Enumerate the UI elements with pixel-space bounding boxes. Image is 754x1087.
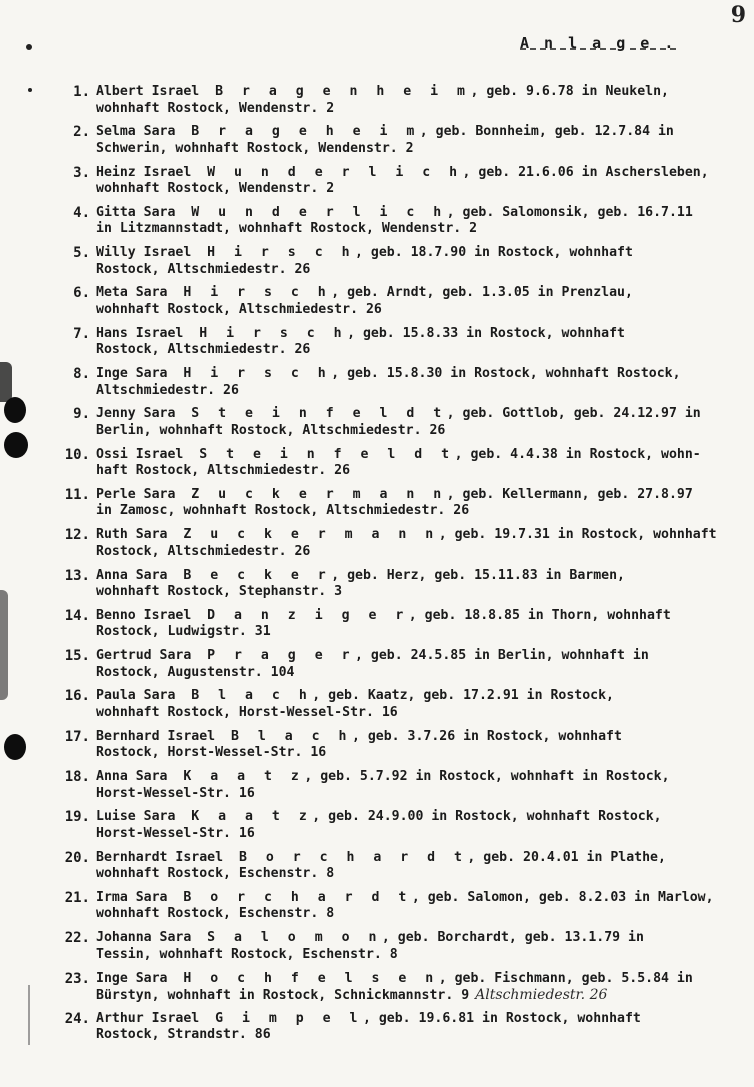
list-item xyxy=(52,406,742,446)
entry-line-1 xyxy=(96,930,742,947)
given-names: Anna Sara xyxy=(96,769,168,785)
surname: B r a g e n h e i m xyxy=(215,84,471,99)
surname: H i r s c h xyxy=(183,285,332,301)
entry-line-2 xyxy=(96,463,742,480)
entry-number: 11. xyxy=(64,486,90,503)
birth-details: , geb. 15.8.33 in Rostock, wohnhaft xyxy=(347,325,625,341)
entry-line-1 xyxy=(96,608,742,625)
given-names: Bernhard Israel xyxy=(96,728,216,744)
list-item xyxy=(52,608,742,648)
list-item xyxy=(52,568,742,608)
surname: H o c h f e l s e n xyxy=(183,970,439,986)
given-names: Perle Sara xyxy=(96,486,176,502)
ink-dot xyxy=(26,44,32,50)
entry-number: 16. xyxy=(64,688,90,705)
entry-line-2 xyxy=(96,826,742,843)
surname: H i r s c h xyxy=(199,325,348,341)
residence: Tessin, wohnhaft Rostock, Eschenstr. 8 xyxy=(96,946,398,962)
birth-details: , geb. 19.7.31 in Rostock, wohnhaft xyxy=(438,527,717,543)
entry-number: 2. xyxy=(73,124,90,141)
list-item xyxy=(52,971,742,1011)
residence: Schwerin, wohnhaft Rostock, Wendenstr. 2 xyxy=(96,140,414,156)
ink-dot xyxy=(28,88,32,92)
given-names: Hans Israel xyxy=(96,325,184,341)
given-names: Ruth Sara xyxy=(96,527,168,543)
given-names: Meta Sara xyxy=(96,285,168,301)
birth-details: , geb. Bonnheim, geb. 12.7.84 in xyxy=(419,124,674,140)
residence: Bürstyn, wohnhaft in Rostock, Schnickmannstr. 9 xyxy=(96,988,470,1004)
given-names: Gertrud Sara xyxy=(96,648,192,664)
given-names: Bernhardt Israel xyxy=(96,849,224,865)
entry-line-2 xyxy=(96,786,742,803)
residence: Berlin, wohnhaft Rostock, Altschmiedestr. 26 xyxy=(96,422,446,438)
birth-details: , geb. 18.8.85 in Thorn, wohnhaft xyxy=(408,607,671,623)
list-item xyxy=(52,245,742,285)
surname: K a a t z xyxy=(191,809,313,825)
entry-number: 21. xyxy=(64,889,90,906)
entry-line-1 xyxy=(96,729,742,746)
entry-line-1 xyxy=(96,245,742,262)
entry-line-1 xyxy=(96,971,742,988)
entry-line-1 xyxy=(96,1011,742,1028)
entry-line-2 xyxy=(96,544,742,561)
document-heading: A n l a g e . xyxy=(520,34,677,52)
surname: H i r s c h xyxy=(183,366,332,382)
birth-details: , geb. Salomon, geb. 8.2.03 in Marlow, xyxy=(411,889,714,905)
given-names: Gitta Sara xyxy=(96,204,176,220)
list-item xyxy=(52,648,742,688)
entry-number: 14. xyxy=(64,607,90,624)
entry-line-1 xyxy=(96,769,742,786)
given-names: Anna Sara xyxy=(96,567,168,583)
surname: K a a t z xyxy=(183,769,305,785)
list-item xyxy=(52,850,742,890)
surname: S t e i n f e l d t xyxy=(199,446,455,462)
list-item xyxy=(52,527,742,567)
surname: G i m p e l xyxy=(215,1010,363,1026)
surname: B o r c h a r d t xyxy=(238,849,468,865)
entry-number: 24. xyxy=(64,1010,90,1027)
edge-smudge xyxy=(0,362,12,402)
entry-number: 17. xyxy=(64,728,90,745)
given-names: Selma Sara xyxy=(96,124,176,140)
given-names: Ossi Israel xyxy=(96,446,184,462)
entry-line-2 xyxy=(96,423,742,440)
person-list xyxy=(52,84,742,1051)
list-item xyxy=(52,165,742,205)
entry-line-2 xyxy=(96,503,742,520)
entry-line-2 xyxy=(96,181,742,198)
birth-details: , geb. 3.7.26 in Rostock, wohnhaft xyxy=(351,728,622,744)
entry-number: 10. xyxy=(64,446,90,463)
surname: S t e i n f e l d t xyxy=(191,406,447,422)
birth-details: , geb. Arndt, geb. 1.3.05 in Prenzlau, xyxy=(331,285,633,301)
surname: B l a c h xyxy=(191,688,313,704)
list-item xyxy=(52,84,742,124)
residence: wohnhaft Rostock, Eschenstr. 8 xyxy=(96,866,335,882)
entry-number: 9. xyxy=(73,406,90,423)
birth-details: , geb. 4.4.38 in Rostock, wohn- xyxy=(454,446,701,462)
residence: Horst-Wessel-Str. 16 xyxy=(96,825,255,841)
birth-details: , geb. Kellermann, geb. 27.8.97 xyxy=(446,486,693,502)
entry-line-1 xyxy=(96,165,742,182)
entry-number: 22. xyxy=(64,930,90,947)
given-names: Luise Sara xyxy=(96,809,176,825)
given-names: Inge Sara xyxy=(96,366,168,382)
entry-line-2 xyxy=(96,947,742,964)
list-item xyxy=(52,487,742,527)
given-names: Johanna Sara xyxy=(96,930,192,946)
residence: haft Rostock, Altschmiedestr. 26 xyxy=(96,463,351,479)
entry-line-2 xyxy=(96,624,742,641)
birth-details: , geb. 20.4.01 in Plathe, xyxy=(467,849,666,865)
entry-line-1 xyxy=(96,648,742,665)
residence: in Litzmannstadt, wohnhaft Rostock, Wendenstr. 2 xyxy=(96,221,478,237)
list-item xyxy=(52,366,742,406)
entry-line-2 xyxy=(96,705,742,722)
entry-line-2 xyxy=(96,745,742,762)
entry-line-1 xyxy=(96,850,742,867)
birth-details: , geb. 5.7.92 in Rostock, wohnhaft in Rostock, xyxy=(304,769,670,785)
surname: B e c k e r xyxy=(183,567,332,583)
entry-line-2 xyxy=(96,906,742,923)
entry-line-2 xyxy=(96,302,742,319)
list-item xyxy=(52,890,742,930)
birth-details: , geb. 24.5.85 in Berlin, wohnhaft in xyxy=(355,648,649,664)
entry-number: 3. xyxy=(73,164,90,181)
residence: wohnhaft Rostock, Wendenstr. 2 xyxy=(96,100,335,116)
given-names: Heinz Israel xyxy=(96,164,192,180)
entry-line-1 xyxy=(96,84,742,101)
given-names: Inge Sara xyxy=(96,970,168,986)
residence: Altschmiedestr. 26 xyxy=(96,382,239,398)
entry-line-2 xyxy=(96,383,742,400)
birth-details: , geb. Salomonsik, geb. 16.7.11 xyxy=(446,204,693,220)
birth-details: , geb. Kaatz, geb. 17.2.91 in Rostock, xyxy=(312,688,614,704)
residence: Rostock, Altschmiedestr. 26 xyxy=(96,543,311,559)
entry-line-1 xyxy=(96,688,742,705)
residence: Rostock, Altschmiedestr. 26 xyxy=(96,342,311,358)
entry-line-1 xyxy=(96,809,742,826)
surname: S a l o m o n xyxy=(207,930,382,946)
entry-line-1 xyxy=(96,527,742,544)
birth-details: , geb. Herz, geb. 15.11.83 in Barmen, xyxy=(331,567,625,583)
entry-line-1 xyxy=(96,205,742,222)
birth-details: , geb. Fischmann, geb. 5.5.84 in xyxy=(438,970,693,986)
list-item xyxy=(52,809,742,849)
given-names: Jenny Sara xyxy=(96,406,176,422)
entry-number: 7. xyxy=(73,325,90,342)
entry-line-2 xyxy=(96,1027,742,1044)
list-item xyxy=(52,447,742,487)
entry-number: 4. xyxy=(73,204,90,221)
surname: W u n d e r l i c h xyxy=(191,204,447,220)
given-names: Benno Israel xyxy=(96,607,192,623)
surname: P r a g e r xyxy=(207,648,356,664)
punch-hole xyxy=(4,734,26,760)
entry-line-2 xyxy=(96,221,742,238)
list-item xyxy=(52,930,742,970)
entry-number: 6. xyxy=(73,285,90,302)
entry-line-1 xyxy=(96,285,742,302)
residence: wohnhaft Rostock, Eschenstr. 8 xyxy=(96,906,335,922)
residence: in Zamosc, wohnhaft Rostock, Altschmiedestr. 26 xyxy=(96,503,470,519)
list-item xyxy=(52,729,742,769)
given-names: Willy Israel xyxy=(96,245,192,261)
surname: Z u c k e r m a n n xyxy=(183,527,439,543)
list-item xyxy=(52,124,742,164)
residence: wohnhaft Rostock, Stephanstr. 3 xyxy=(96,584,343,600)
entry-line-1 xyxy=(96,124,742,141)
birth-details: , geb. 9.6.78 in Neukeln, xyxy=(470,84,669,99)
entry-line-2 xyxy=(96,342,742,359)
margin-mark xyxy=(28,985,30,1045)
entry-line-2 xyxy=(96,584,742,601)
handwritten-note: Altschmiedestr. 26 xyxy=(475,987,608,1004)
residence: wohnhaft Rostock, Altschmiedestr. 26 xyxy=(96,301,382,317)
residence: Rostock, Horst-Wessel-Str. 16 xyxy=(96,745,327,761)
list-item xyxy=(52,285,742,325)
edge-smudge xyxy=(0,590,8,700)
list-item xyxy=(52,326,742,366)
residence: wohnhaft Rostock, Horst-Wessel-Str. 16 xyxy=(96,704,398,720)
given-names: Irma Sara xyxy=(96,889,168,905)
entry-number: 23. xyxy=(64,970,90,987)
entry-line-2 xyxy=(96,866,742,883)
entry-line-1 xyxy=(96,406,742,423)
entry-line-2 xyxy=(96,262,742,279)
entry-number: 20. xyxy=(64,849,90,866)
entry-number: 15. xyxy=(64,648,90,665)
entry-number: 13. xyxy=(64,567,90,584)
given-names: Paula Sara xyxy=(96,688,176,704)
list-item xyxy=(52,769,742,809)
given-names: Arthur Israel xyxy=(96,1010,200,1026)
entry-line-1 xyxy=(96,568,742,585)
entry-line-2 xyxy=(96,987,742,1005)
given-names: Albert Israel xyxy=(96,84,200,99)
birth-details: , geb. 19.6.81 in Rostock, wohnhaft xyxy=(362,1010,641,1026)
entry-number: 5. xyxy=(73,245,90,262)
entry-number: 12. xyxy=(64,527,90,544)
entry-line-1 xyxy=(96,890,742,907)
birth-details: , geb. Borchardt, geb. 13.1.79 in xyxy=(381,930,644,946)
entry-line-2 xyxy=(96,141,742,158)
entry-line-2 xyxy=(96,101,742,118)
page-number: 9 xyxy=(730,2,746,28)
entry-line-1 xyxy=(96,326,742,343)
birth-details: , geb. 24.9.00 in Rostock, wohnhaft Rostock, xyxy=(312,809,662,825)
entry-number: 8. xyxy=(73,366,90,383)
entry-line-2 xyxy=(96,665,742,682)
residence: wohnhaft Rostock, Wendenstr. 2 xyxy=(96,181,335,197)
punch-hole xyxy=(4,397,26,423)
surname: B l a c h xyxy=(230,728,352,744)
residence: Rostock, Strandstr. 86 xyxy=(96,1027,271,1043)
list-item xyxy=(52,205,742,245)
surname: B r a g e h e i m xyxy=(191,124,420,140)
birth-details: , geb. 21.6.06 in Aschersleben, xyxy=(462,164,709,180)
entry-number: 18. xyxy=(64,769,90,786)
entry-line-1 xyxy=(96,366,742,383)
residence: Rostock, Ludwigstr. 31 xyxy=(96,624,271,640)
list-item xyxy=(52,1011,742,1051)
surname: D a n z i g e r xyxy=(207,607,409,623)
entry-line-1 xyxy=(96,447,742,464)
residence: Horst-Wessel-Str. 16 xyxy=(96,785,255,801)
birth-details: , geb. 15.8.30 in Rostock, wohnhaft Rostock, xyxy=(331,366,681,382)
list-item xyxy=(52,688,742,728)
entry-number: 1. xyxy=(73,84,90,100)
entry-line-1 xyxy=(96,487,742,504)
entry-number: 19. xyxy=(64,809,90,826)
surname: B o r c h a r d t xyxy=(183,889,412,905)
surname: H i r s c h xyxy=(207,245,356,261)
birth-details: , geb. 18.7.90 in Rostock, wohnhaft xyxy=(355,245,633,261)
surname: W u n d e r l i c h xyxy=(207,164,463,180)
residence: Rostock, Altschmiedestr. 26 xyxy=(96,261,311,277)
punch-hole xyxy=(4,432,28,458)
surname: Z u c k e r m a n n xyxy=(191,486,447,502)
birth-details: , geb. Gottlob, geb. 24.12.97 in xyxy=(446,406,701,422)
residence: Rostock, Augustenstr. 104 xyxy=(96,664,295,680)
